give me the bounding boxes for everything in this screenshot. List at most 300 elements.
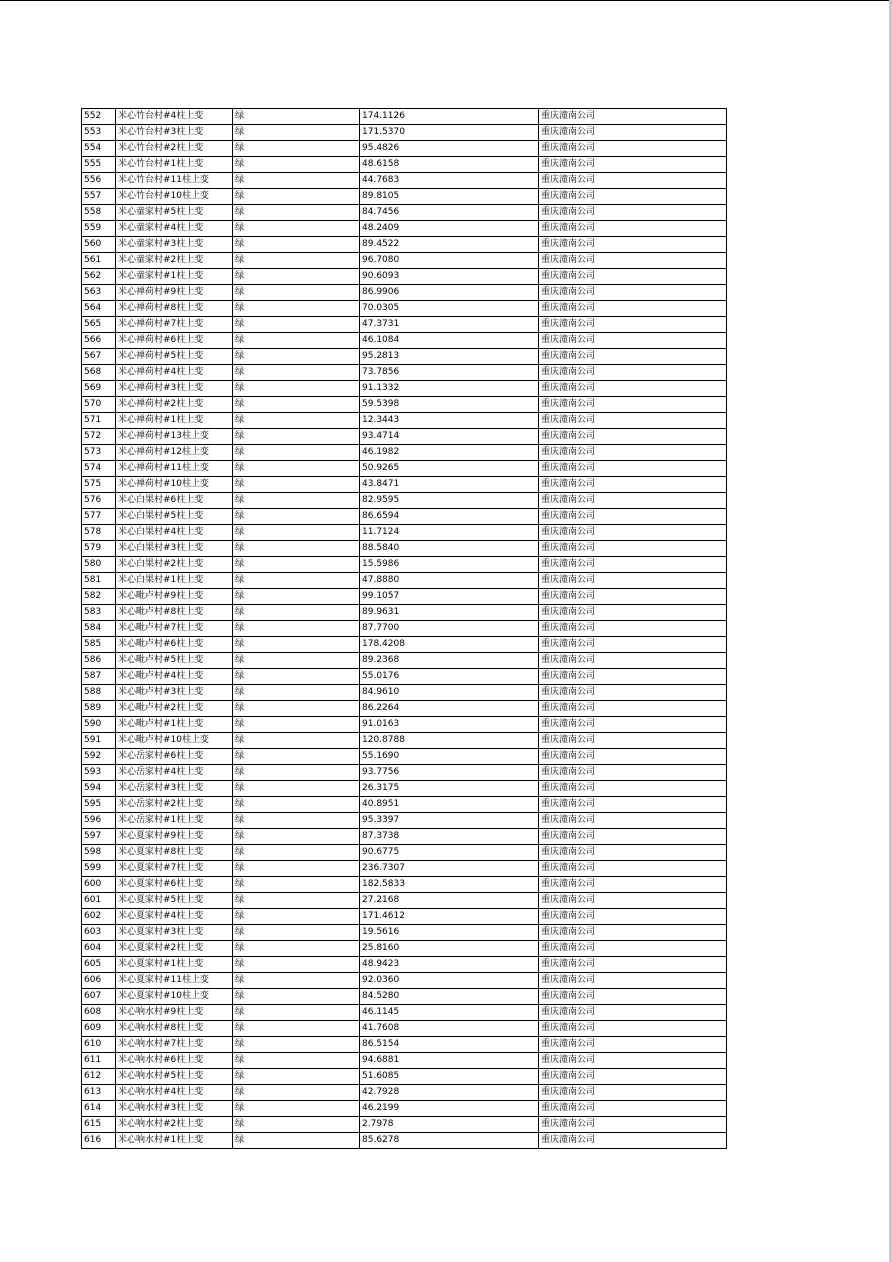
row-number-cell: 574 xyxy=(82,461,116,477)
data-table xyxy=(81,108,727,1149)
transformer-name-cell: 米心夏家村#6柱上变 xyxy=(116,877,233,893)
row-number-cell: 590 xyxy=(82,717,116,733)
value-cell: 89.9631 xyxy=(360,605,539,621)
company-cell: 重庆潼南公司 xyxy=(539,589,727,605)
transformer-name-cell: 米心响水村#7柱上变 xyxy=(116,1037,233,1053)
transformer-name-cell: 米心白果村#6柱上变 xyxy=(116,493,233,509)
status-cell: 绿 xyxy=(233,781,360,797)
table-row xyxy=(82,125,727,141)
company-cell: 重庆潼南公司 xyxy=(539,733,727,749)
status-cell: 绿 xyxy=(233,365,360,381)
value-cell: 89.4522 xyxy=(360,237,539,253)
transformer-name-cell: 米心竹台村#2柱上变 xyxy=(116,141,233,157)
table-row xyxy=(82,909,727,925)
transformer-name-cell: 米心夏家村#5柱上变 xyxy=(116,893,233,909)
row-number-cell: 588 xyxy=(82,685,116,701)
value-cell: 41.7608 xyxy=(360,1021,539,1037)
row-number-cell: 596 xyxy=(82,813,116,829)
value-cell: 93.4714 xyxy=(360,429,539,445)
transformer-name-cell: 米心响水村#6柱上变 xyxy=(116,1053,233,1069)
status-cell: 绿 xyxy=(233,141,360,157)
company-cell: 重庆潼南公司 xyxy=(539,765,727,781)
status-cell: 绿 xyxy=(233,1021,360,1037)
table-row xyxy=(82,717,727,733)
status-cell: 绿 xyxy=(233,381,360,397)
transformer-name-cell: 米心夏家村#8柱上变 xyxy=(116,845,233,861)
row-number-cell: 570 xyxy=(82,397,116,413)
table-row xyxy=(82,1037,727,1053)
table-row xyxy=(82,461,727,477)
company-cell: 重庆潼南公司 xyxy=(539,621,727,637)
table-row xyxy=(82,829,727,845)
company-cell: 重庆潼南公司 xyxy=(539,1101,727,1117)
table-row xyxy=(82,797,727,813)
status-cell: 绿 xyxy=(233,429,360,445)
table-row xyxy=(82,493,727,509)
table-row xyxy=(82,957,727,973)
transformer-name-cell: 米心竹台村#10柱上变 xyxy=(116,189,233,205)
row-number-cell: 587 xyxy=(82,669,116,685)
status-cell: 绿 xyxy=(233,397,360,413)
row-number-cell: 609 xyxy=(82,1021,116,1037)
row-number-cell: 598 xyxy=(82,845,116,861)
transformer-name-cell: 米心禅荷村#9柱上变 xyxy=(116,285,233,301)
status-cell: 绿 xyxy=(233,813,360,829)
table-row xyxy=(82,301,727,317)
value-cell: 44.7683 xyxy=(360,173,539,189)
table-row xyxy=(82,317,727,333)
table-row xyxy=(82,685,727,701)
transformer-name-cell: 米心禅荷村#4柱上变 xyxy=(116,365,233,381)
status-cell: 绿 xyxy=(233,861,360,877)
status-cell: 绿 xyxy=(233,1005,360,1021)
transformer-name-cell: 米心响水村#4柱上变 xyxy=(116,1085,233,1101)
row-number-cell: 581 xyxy=(82,573,116,589)
table-row xyxy=(82,477,727,493)
status-cell: 绿 xyxy=(233,477,360,493)
transformer-name-cell: 米心白果村#3柱上变 xyxy=(116,541,233,557)
value-cell: 15.5986 xyxy=(360,557,539,573)
company-cell: 重庆潼南公司 xyxy=(539,381,727,397)
row-number-cell: 586 xyxy=(82,653,116,669)
value-cell: 48.6158 xyxy=(360,157,539,173)
row-number-cell: 569 xyxy=(82,381,116,397)
row-number-cell: 595 xyxy=(82,797,116,813)
transformer-name-cell: 米心毗卢村#9柱上变 xyxy=(116,589,233,605)
company-cell: 重庆潼南公司 xyxy=(539,125,727,141)
row-number-cell: 573 xyxy=(82,445,116,461)
status-cell: 绿 xyxy=(233,157,360,173)
value-cell: 47.8880 xyxy=(360,573,539,589)
row-number-cell: 571 xyxy=(82,413,116,429)
status-cell: 绿 xyxy=(233,973,360,989)
transformer-name-cell: 米心毗卢村#4柱上变 xyxy=(116,669,233,685)
transformer-name-cell: 米心夏家村#10柱上变 xyxy=(116,989,233,1005)
row-number-cell: 562 xyxy=(82,269,116,285)
status-cell: 绿 xyxy=(233,301,360,317)
row-number-cell: 575 xyxy=(82,477,116,493)
company-cell: 重庆潼南公司 xyxy=(539,1117,727,1133)
transformer-name-cell: 米心白果村#4柱上变 xyxy=(116,525,233,541)
value-cell: 182.5833 xyxy=(360,877,539,893)
table-row xyxy=(82,861,727,877)
value-cell: 90.6775 xyxy=(360,845,539,861)
row-number-cell: 577 xyxy=(82,509,116,525)
row-number-cell: 556 xyxy=(82,173,116,189)
row-number-cell: 592 xyxy=(82,749,116,765)
transformer-name-cell: 米心毗卢村#2柱上变 xyxy=(116,701,233,717)
transformer-name-cell: 米心白果村#2柱上变 xyxy=(116,557,233,573)
transformer-name-cell: 米心竹台村#11柱上变 xyxy=(116,173,233,189)
transformer-name-cell: 米心岳家村#6柱上变 xyxy=(116,749,233,765)
row-number-cell: 616 xyxy=(82,1133,116,1149)
table-row xyxy=(82,413,727,429)
table-row xyxy=(82,333,727,349)
company-cell: 重庆潼南公司 xyxy=(539,413,727,429)
value-cell: 178.4208 xyxy=(360,637,539,653)
company-cell: 重庆潼南公司 xyxy=(539,221,727,237)
value-cell: 42.7928 xyxy=(360,1085,539,1101)
value-cell: 26.3175 xyxy=(360,781,539,797)
table-row xyxy=(82,733,727,749)
value-cell: 82.9595 xyxy=(360,493,539,509)
status-cell: 绿 xyxy=(233,1069,360,1085)
value-cell: 96.7080 xyxy=(360,253,539,269)
value-cell: 47.3731 xyxy=(360,317,539,333)
value-cell: 46.1145 xyxy=(360,1005,539,1021)
row-number-cell: 554 xyxy=(82,141,116,157)
table-row xyxy=(82,141,727,157)
status-cell: 绿 xyxy=(233,1117,360,1133)
company-cell: 重庆潼南公司 xyxy=(539,813,727,829)
status-cell: 绿 xyxy=(233,317,360,333)
value-cell: 19.5616 xyxy=(360,925,539,941)
status-cell: 绿 xyxy=(233,653,360,669)
row-number-cell: 563 xyxy=(82,285,116,301)
value-cell: 95.2813 xyxy=(360,349,539,365)
company-cell: 重庆潼南公司 xyxy=(539,909,727,925)
company-cell: 重庆潼南公司 xyxy=(539,157,727,173)
status-cell: 绿 xyxy=(233,669,360,685)
table-row xyxy=(82,285,727,301)
row-number-cell: 579 xyxy=(82,541,116,557)
value-cell: 99.1057 xyxy=(360,589,539,605)
status-cell: 绿 xyxy=(233,413,360,429)
value-cell: 95.3397 xyxy=(360,813,539,829)
transformer-name-cell: 米心岳家村#4柱上变 xyxy=(116,765,233,781)
table-row xyxy=(82,765,727,781)
company-cell: 重庆潼南公司 xyxy=(539,717,727,733)
row-number-cell: 613 xyxy=(82,1085,116,1101)
company-cell: 重庆潼南公司 xyxy=(539,397,727,413)
table-row xyxy=(82,989,727,1005)
row-number-cell: 557 xyxy=(82,189,116,205)
transformer-name-cell: 米心夏家村#1柱上变 xyxy=(116,957,233,973)
row-number-cell: 558 xyxy=(82,205,116,221)
status-cell: 绿 xyxy=(233,893,360,909)
row-number-cell: 591 xyxy=(82,733,116,749)
transformer-name-cell: 米心竹台村#4柱上变 xyxy=(116,109,233,125)
value-cell: 46.1084 xyxy=(360,333,539,349)
company-cell: 重庆潼南公司 xyxy=(539,861,727,877)
transformer-name-cell: 米心童家村#3柱上变 xyxy=(116,237,233,253)
transformer-name-cell: 米心夏家村#7柱上变 xyxy=(116,861,233,877)
value-cell: 48.2409 xyxy=(360,221,539,237)
table-row xyxy=(82,365,727,381)
company-cell: 重庆潼南公司 xyxy=(539,237,727,253)
company-cell: 重庆潼南公司 xyxy=(539,781,727,797)
table-row xyxy=(82,429,727,445)
table-row xyxy=(82,845,727,861)
transformer-name-cell: 米心毗卢村#7柱上变 xyxy=(116,621,233,637)
status-cell: 绿 xyxy=(233,333,360,349)
row-number-cell: 593 xyxy=(82,765,116,781)
company-cell: 重庆潼南公司 xyxy=(539,173,727,189)
company-cell: 重庆潼南公司 xyxy=(539,1053,727,1069)
row-number-cell: 603 xyxy=(82,925,116,941)
value-cell: 236.7307 xyxy=(360,861,539,877)
value-cell: 48.9423 xyxy=(360,957,539,973)
value-cell: 73.7856 xyxy=(360,365,539,381)
status-cell: 绿 xyxy=(233,1101,360,1117)
table-row xyxy=(82,893,727,909)
status-cell: 绿 xyxy=(233,493,360,509)
transformer-name-cell: 米心毗卢村#3柱上变 xyxy=(116,685,233,701)
company-cell: 重庆潼南公司 xyxy=(539,797,727,813)
row-number-cell: 564 xyxy=(82,301,116,317)
transformer-name-cell: 米心响水村#5柱上变 xyxy=(116,1069,233,1085)
value-cell: 91.1332 xyxy=(360,381,539,397)
table-row xyxy=(82,749,727,765)
status-cell: 绿 xyxy=(233,445,360,461)
transformer-name-cell: 米心毗卢村#8柱上变 xyxy=(116,605,233,621)
company-cell: 重庆潼南公司 xyxy=(539,1005,727,1021)
company-cell: 重庆潼南公司 xyxy=(539,749,727,765)
company-cell: 重庆潼南公司 xyxy=(539,669,727,685)
company-cell: 重庆潼南公司 xyxy=(539,701,727,717)
row-number-cell: 566 xyxy=(82,333,116,349)
transformer-name-cell: 米心夏家村#9柱上变 xyxy=(116,829,233,845)
transformer-name-cell: 米心禅荷村#10柱上变 xyxy=(116,477,233,493)
row-number-cell: 561 xyxy=(82,253,116,269)
table-row xyxy=(82,557,727,573)
row-number-cell: 612 xyxy=(82,1069,116,1085)
table-row xyxy=(82,157,727,173)
table-row xyxy=(82,637,727,653)
company-cell: 重庆潼南公司 xyxy=(539,973,727,989)
table-row xyxy=(82,813,727,829)
status-cell: 绿 xyxy=(233,173,360,189)
company-cell: 重庆潼南公司 xyxy=(539,685,727,701)
company-cell: 重庆潼南公司 xyxy=(539,141,727,157)
transformer-name-cell: 米心禅荷村#11柱上变 xyxy=(116,461,233,477)
status-cell: 绿 xyxy=(233,685,360,701)
status-cell: 绿 xyxy=(233,589,360,605)
status-cell: 绿 xyxy=(233,253,360,269)
row-number-cell: 601 xyxy=(82,893,116,909)
value-cell: 86.2264 xyxy=(360,701,539,717)
row-number-cell: 615 xyxy=(82,1117,116,1133)
transformer-name-cell: 米心夏家村#11柱上变 xyxy=(116,973,233,989)
value-cell: 51.6085 xyxy=(360,1069,539,1085)
company-cell: 重庆潼南公司 xyxy=(539,653,727,669)
table-row xyxy=(82,1133,727,1149)
table-row xyxy=(82,1069,727,1085)
company-cell: 重庆潼南公司 xyxy=(539,445,727,461)
company-cell: 重庆潼南公司 xyxy=(539,557,727,573)
table-row xyxy=(82,269,727,285)
table-row xyxy=(82,1117,727,1133)
value-cell: 27.2168 xyxy=(360,893,539,909)
row-number-cell: 599 xyxy=(82,861,116,877)
status-cell: 绿 xyxy=(233,845,360,861)
value-cell: 94.6881 xyxy=(360,1053,539,1069)
table-row xyxy=(82,397,727,413)
status-cell: 绿 xyxy=(233,541,360,557)
status-cell: 绿 xyxy=(233,701,360,717)
status-cell: 绿 xyxy=(233,237,360,253)
company-cell: 重庆潼南公司 xyxy=(539,349,727,365)
company-cell: 重庆潼南公司 xyxy=(539,637,727,653)
transformer-name-cell: 米心童家村#5柱上变 xyxy=(116,205,233,221)
status-cell: 绿 xyxy=(233,877,360,893)
transformer-name-cell: 米心白果村#1柱上变 xyxy=(116,573,233,589)
row-number-cell: 582 xyxy=(82,589,116,605)
company-cell: 重庆潼南公司 xyxy=(539,893,727,909)
status-cell: 绿 xyxy=(233,349,360,365)
status-cell: 绿 xyxy=(233,733,360,749)
company-cell: 重庆潼南公司 xyxy=(539,269,727,285)
table-row xyxy=(82,221,727,237)
status-cell: 绿 xyxy=(233,461,360,477)
value-cell: 171.5370 xyxy=(360,125,539,141)
value-cell: 2.7978 xyxy=(360,1117,539,1133)
page-top-border xyxy=(0,0,890,1)
table-row xyxy=(82,349,727,365)
company-cell: 重庆潼南公司 xyxy=(539,925,727,941)
company-cell: 重庆潼南公司 xyxy=(539,461,727,477)
company-cell: 重庆潼南公司 xyxy=(539,205,727,221)
row-number-cell: 594 xyxy=(82,781,116,797)
status-cell: 绿 xyxy=(233,509,360,525)
row-number-cell: 589 xyxy=(82,701,116,717)
value-cell: 46.1982 xyxy=(360,445,539,461)
status-cell: 绿 xyxy=(233,221,360,237)
value-cell: 89.2368 xyxy=(360,653,539,669)
transformer-name-cell: 米心禅荷村#2柱上变 xyxy=(116,397,233,413)
company-cell: 重庆潼南公司 xyxy=(539,301,727,317)
table-row xyxy=(82,237,727,253)
value-cell: 11.7124 xyxy=(360,525,539,541)
status-cell: 绿 xyxy=(233,621,360,637)
transformer-name-cell: 米心禅荷村#7柱上变 xyxy=(116,317,233,333)
company-cell: 重庆潼南公司 xyxy=(539,1021,727,1037)
table-row xyxy=(82,973,727,989)
table-row xyxy=(82,701,727,717)
transformer-name-cell: 米心禅荷村#12柱上变 xyxy=(116,445,233,461)
status-cell: 绿 xyxy=(233,189,360,205)
row-number-cell: 560 xyxy=(82,237,116,253)
value-cell: 174.1126 xyxy=(360,109,539,125)
value-cell: 89.8105 xyxy=(360,189,539,205)
transformer-name-cell: 米心毗卢村#5柱上变 xyxy=(116,653,233,669)
table-row xyxy=(82,1101,727,1117)
transformer-name-cell: 米心毗卢村#6柱上变 xyxy=(116,637,233,653)
status-cell: 绿 xyxy=(233,1053,360,1069)
table-row xyxy=(82,653,727,669)
value-cell: 84.9610 xyxy=(360,685,539,701)
transformer-name-cell: 米心童家村#1柱上变 xyxy=(116,269,233,285)
status-cell: 绿 xyxy=(233,525,360,541)
value-cell: 70.0305 xyxy=(360,301,539,317)
row-number-cell: 580 xyxy=(82,557,116,573)
table-row xyxy=(82,509,727,525)
table-row xyxy=(82,189,727,205)
status-cell: 绿 xyxy=(233,1085,360,1101)
status-cell: 绿 xyxy=(233,941,360,957)
value-cell: 86.6594 xyxy=(360,509,539,525)
transformer-name-cell: 米心岳家村#3柱上变 xyxy=(116,781,233,797)
table-row xyxy=(82,941,727,957)
transformer-name-cell: 米心竹台村#1柱上变 xyxy=(116,157,233,173)
status-cell: 绿 xyxy=(233,1037,360,1053)
company-cell: 重庆潼南公司 xyxy=(539,253,727,269)
value-cell: 95.4826 xyxy=(360,141,539,157)
transformer-name-cell: 米心夏家村#3柱上变 xyxy=(116,925,233,941)
status-cell: 绿 xyxy=(233,909,360,925)
row-number-cell: 552 xyxy=(82,109,116,125)
company-cell: 重庆潼南公司 xyxy=(539,605,727,621)
transformer-name-cell: 米心响水村#8柱上变 xyxy=(116,1021,233,1037)
status-cell: 绿 xyxy=(233,1133,360,1149)
table-row xyxy=(82,253,727,269)
table-row xyxy=(82,781,727,797)
transformer-name-cell: 米心夏家村#4柱上变 xyxy=(116,909,233,925)
status-cell: 绿 xyxy=(233,925,360,941)
table-row xyxy=(82,877,727,893)
status-cell: 绿 xyxy=(233,573,360,589)
transformer-name-cell: 米心岳家村#2柱上变 xyxy=(116,797,233,813)
row-number-cell: 553 xyxy=(82,125,116,141)
row-number-cell: 611 xyxy=(82,1053,116,1069)
value-cell: 120.8788 xyxy=(360,733,539,749)
value-cell: 92.0360 xyxy=(360,973,539,989)
value-cell: 85.6278 xyxy=(360,1133,539,1149)
value-cell: 90.6093 xyxy=(360,269,539,285)
status-cell: 绿 xyxy=(233,829,360,845)
status-cell: 绿 xyxy=(233,957,360,973)
table-row xyxy=(82,109,727,125)
table-row xyxy=(82,173,727,189)
status-cell: 绿 xyxy=(233,125,360,141)
value-cell: 86.9906 xyxy=(360,285,539,301)
company-cell: 重庆潼南公司 xyxy=(539,541,727,557)
transformer-name-cell: 米心毗卢村#10柱上变 xyxy=(116,733,233,749)
status-cell: 绿 xyxy=(233,269,360,285)
value-cell: 43.8471 xyxy=(360,477,539,493)
transformer-name-cell: 米心竹台村#3柱上变 xyxy=(116,125,233,141)
value-cell: 86.5154 xyxy=(360,1037,539,1053)
row-number-cell: 565 xyxy=(82,317,116,333)
value-cell: 91.0163 xyxy=(360,717,539,733)
transformer-name-cell: 米心禅荷村#5柱上变 xyxy=(116,349,233,365)
row-number-cell: 572 xyxy=(82,429,116,445)
company-cell: 重庆潼南公司 xyxy=(539,941,727,957)
transformer-name-cell: 米心童家村#2柱上变 xyxy=(116,253,233,269)
table-body xyxy=(82,109,727,1149)
company-cell: 重庆潼南公司 xyxy=(539,493,727,509)
value-cell: 87.3738 xyxy=(360,829,539,845)
